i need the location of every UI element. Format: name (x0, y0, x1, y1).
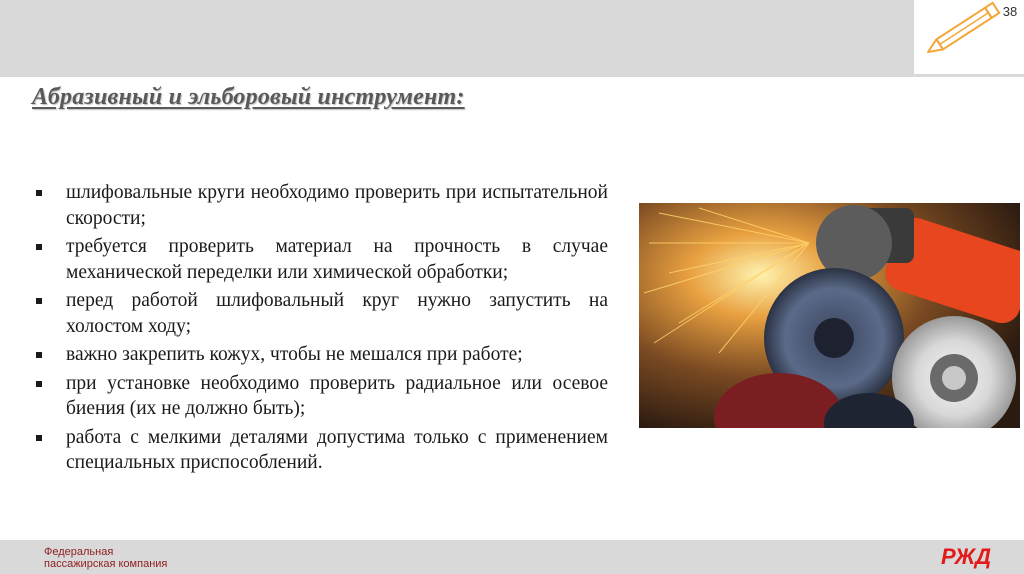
list-item-text: шлифовальные круги необходимо проверить при испытательной скорости; (66, 182, 608, 229)
company-name-line: Федеральная (44, 546, 114, 558)
bullet-icon (36, 298, 42, 304)
list-item-text: требуется проверить материал на прочность в случае механической переделки или химической обработки; (66, 236, 608, 283)
rzd-logo-icon (935, 543, 997, 569)
company-name (44, 546, 167, 570)
slide-title: Абразивный и эльборовый инструмент: (32, 84, 465, 110)
list-item (36, 234, 608, 285)
page-number: 38 (1002, 4, 1018, 19)
list-item-text: работа с мелкими деталями допустима только с применением специальных приспособлений. (66, 426, 608, 473)
list-item (36, 371, 608, 422)
bullet-icon (36, 352, 42, 358)
list-item-text: перед работой шлифовальный круг нужно запустить на холостом ходу; (66, 290, 608, 337)
list-item (36, 288, 608, 339)
grinding-discs-photo (639, 203, 1020, 428)
bullet-icon (36, 244, 42, 250)
list-item (36, 180, 608, 231)
list-item-text: при установке необходимо проверить радиальное или осевое биения (их не должно быть); (66, 372, 608, 419)
list-item (36, 425, 608, 476)
logo-text: РЖД (940, 544, 992, 569)
header-band (0, 0, 1024, 77)
pencil-icon (918, 0, 1002, 60)
company-name-line: пассажирская компания (44, 558, 168, 570)
bullet-icon (36, 435, 42, 441)
bullet-icon (36, 381, 42, 387)
list-item (36, 342, 608, 368)
list-item-text: важно закрепить кожух, чтобы не мешался при работе; (66, 344, 523, 365)
bullet-icon (36, 190, 42, 196)
bullet-list (36, 180, 608, 479)
